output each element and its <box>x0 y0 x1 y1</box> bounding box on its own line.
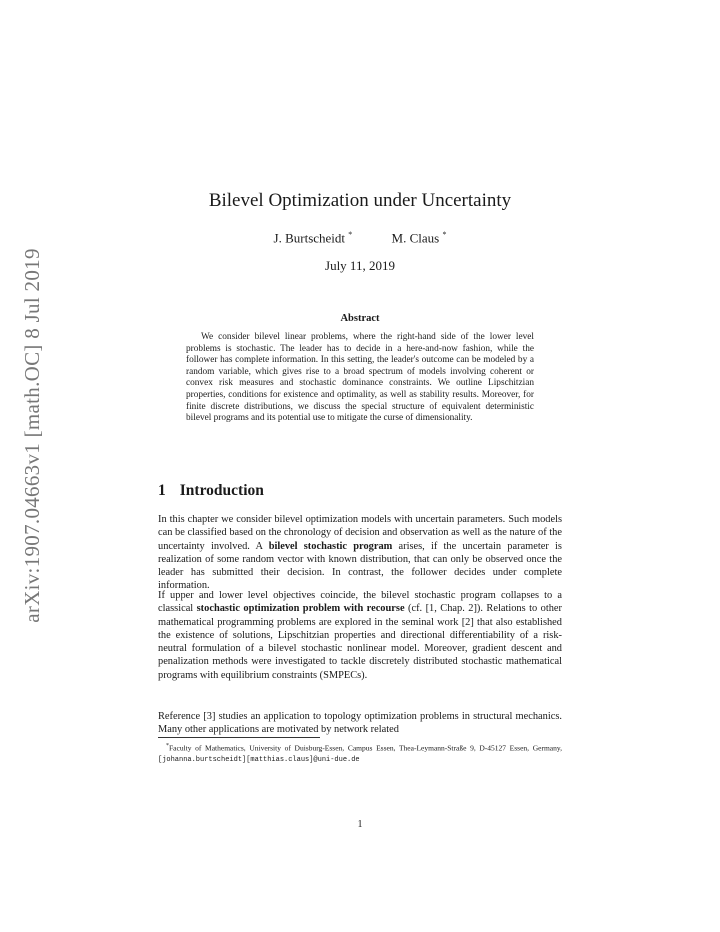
paragraph-3: Reference [3] studies an application to topology optimization problems in structural mechanics. Many other applications are motivated by network related <box>158 711 562 736</box>
paragraph-1 <box>158 513 562 593</box>
paper-date: July 11, 2019 <box>325 258 395 273</box>
footnote-divider <box>158 737 320 738</box>
term-stochastic-optimization-with-recourse: stochastic optimization problem with recourse <box>196 603 405 615</box>
author-burtscheidt <box>274 230 353 246</box>
section-number: 1 <box>158 482 166 499</box>
paper-title: Bilevel Optimization under Uncertainty <box>208 190 512 211</box>
arxiv-stamp <box>16 225 48 645</box>
term-bilevel-stochastic-program: bilevel stochastic program <box>268 540 393 552</box>
author-list <box>160 230 560 246</box>
paragraph-1-part-a: In this chapter we consider bilevel optimization models with uncertain parameters. Such models can be classified based on the chronology of decision and observation as well as the nature of the uncertainty involved. A <box>158 514 562 552</box>
footnote-affiliation: Faculty of Mathematics, University of Duisburg-Essen, Campus Essen, Thea-Leymann-Straße 9, D-45127 Essen, Germany, <box>169 743 562 753</box>
paragraph-2 <box>158 589 562 682</box>
paragraph-1-part-c: arises, if the uncertain parameter is realization of some random vector with known distribution, that can only be observed once the leader has submitted their decision. In contrast, the follower decides under complete information. <box>158 540 562 592</box>
paragraph-2-part-c: (cf. [1, Chap. 2]). Relations to other mathematical programming problems are explored in the seminal work [2] that also established the existence of solutions, Lipschitzian properties and directional differentiability of a risk-neutral formulation of a bilevel stochastic nonlinear model. Moreover, gradient descent and penalization methods were investigated to tackle discretely distributed stochastic mathematical programs with equilibrium constraints (SMPECs). <box>158 603 562 681</box>
footnote-email: [johanna.burtscheidt][matthias.claus]@uni-due.de <box>158 755 360 764</box>
footnote-mark: * <box>166 743 169 749</box>
author-footnote-mark: * <box>442 230 447 239</box>
section-title: Introduction <box>179 482 264 499</box>
author-footnote-mark: * <box>348 230 353 239</box>
abstract-heading: Abstract <box>340 313 380 324</box>
section-heading <box>158 482 264 500</box>
footnote <box>158 741 562 765</box>
author-name: J. Burtscheidt <box>273 230 346 246</box>
abstract-text: We consider bilevel linear problems, where the right-hand side of the lower level problems is stochastic. The leader has to decide in a here-and-now fashion, while the follower has complete information. In this setting, the leader's outcome can be modeled by a random variable, which gives rise to a broad spectrum of models involving coherent or convex risk measures and stochastic dominance constraints. We outline Lipschitzian properties, conditions for existence and optimality, as well as stability results. Moreover, for finite discrete distributions, we discuss the special structure of equivalent deterministic bilevel programs and its potential use to mitigate the curse of dimensionality. <box>186 332 534 424</box>
paragraph-2-part-a: If upper and lower level objectives coincide, the bilevel stochastic program collapses to a classical <box>158 590 562 615</box>
arxiv-stamp-text: arXiv:1907.04663v1 [math.OC] 8 Jul 2019 <box>19 247 44 623</box>
page-number: 1 <box>357 819 363 830</box>
author-name: M. Claus <box>391 230 440 246</box>
author-claus <box>392 230 447 246</box>
